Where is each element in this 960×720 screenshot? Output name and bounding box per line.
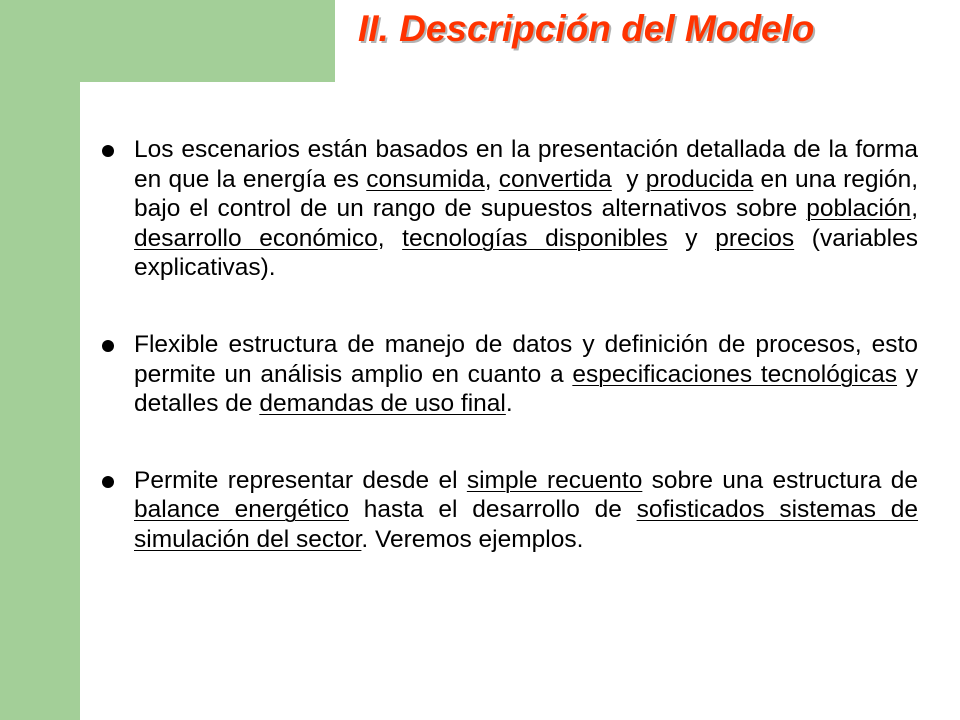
bullet-dot-icon bbox=[102, 340, 114, 352]
text: en una región, bajo el control de un rango de supuestos alternativos sobre bbox=[134, 165, 919, 223]
text: (variables explicativas). bbox=[134, 224, 919, 282]
text: Flexible estructura de manejo de datos y definición de procesos, esto permite un análisis amplio en cuanto a bbox=[134, 330, 918, 388]
text: , bbox=[377, 224, 403, 252]
underlined-term: consumida bbox=[366, 165, 485, 193]
text: Los escenarios están basados en la presentación detallada de la forma en que la energía es bbox=[134, 136, 918, 193]
bullet-list bbox=[102, 135, 918, 555]
text: Permite representar desde el bbox=[134, 466, 467, 494]
bullet-item-1 bbox=[102, 135, 918, 283]
text: , bbox=[911, 195, 918, 223]
text: y bbox=[611, 165, 646, 193]
bullet-item-2 bbox=[102, 330, 918, 419]
text: . Veremos ejemplos. bbox=[361, 525, 584, 553]
underlined-term: sofisticados sistemas de simulación del sector bbox=[134, 496, 919, 553]
text: sobre una estructura de bbox=[642, 466, 919, 494]
underlined-term: tecnologías disponibles bbox=[402, 224, 668, 252]
underlined-term: desarrollo económico bbox=[134, 224, 378, 252]
underlined-term: convertida bbox=[498, 165, 612, 193]
bullet-dot-icon bbox=[102, 145, 114, 157]
underlined-term: demandas de uso final bbox=[259, 390, 506, 418]
text: y detalles de bbox=[134, 360, 918, 418]
underlined-term: balance energético bbox=[134, 496, 349, 524]
underlined-term: precios bbox=[715, 224, 795, 252]
slide-title: II. Descripción del Modelo bbox=[358, 8, 815, 49]
text: . bbox=[505, 390, 513, 418]
underlined-term: simple recuento bbox=[466, 466, 643, 494]
bullet-item-3 bbox=[102, 466, 918, 555]
underlined-term: población bbox=[806, 195, 912, 223]
text: , bbox=[484, 165, 499, 193]
top-green-block bbox=[0, 0, 335, 82]
text: hasta el desarrollo de bbox=[349, 496, 637, 524]
text: y bbox=[667, 224, 716, 252]
underlined-term: producida bbox=[645, 165, 754, 193]
left-green-rail bbox=[0, 0, 80, 720]
underlined-term: especificaciones tecnológicas bbox=[572, 360, 898, 388]
bullet-dot-icon bbox=[102, 476, 114, 488]
